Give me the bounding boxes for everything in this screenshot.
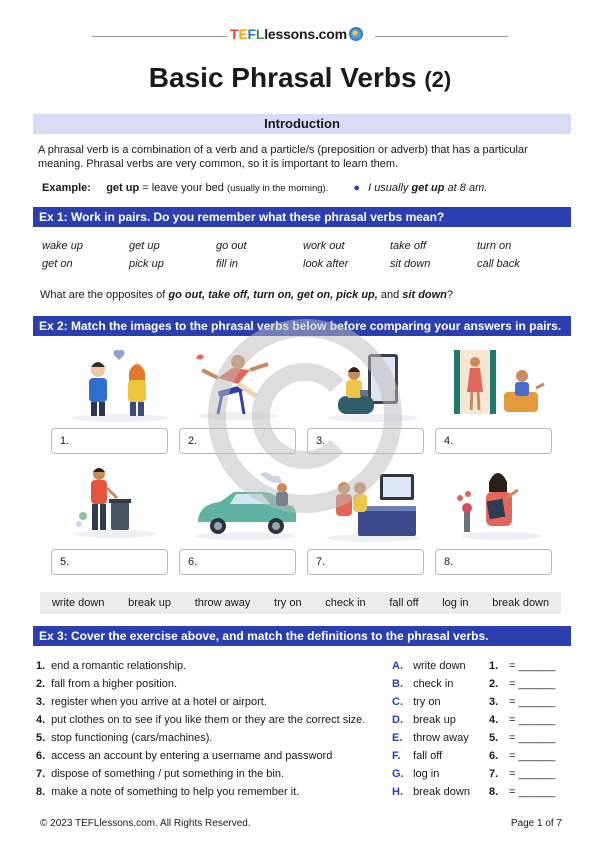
try-on-illustration [446,348,556,420]
phrasal-verb: turn on [477,240,512,252]
log-in-illustration [318,470,428,542]
option-row: G. log in [392,768,440,780]
example-sentence: I usually get up at 8 am. [368,182,488,194]
answer-box-8[interactable]: 8. [435,549,552,575]
example-line: Example: get up = leave your bed (usually in the morning). ● I usually get up at 8 am. [42,182,488,194]
definition-row: 7. dispose of something / put something in the bin. [36,768,285,780]
bullet-icon: ● [353,182,361,194]
logo-divider-left [92,36,227,37]
footer-copyright: © 2023 TEFLlessons.com. All Rights Reserved. [40,818,251,829]
break-down-illustration [190,470,300,542]
option-row: D. break up [392,714,456,726]
answer-blank-row[interactable]: 4. = ______ [489,714,556,726]
word-bank [40,592,561,614]
answer-blank-row[interactable]: 8. = ______ [489,786,556,798]
word-bank-item: try on [274,597,302,609]
intro-heading: Introduction [33,114,571,134]
phrasal-verb: pick up [129,258,164,270]
site-logo: TEFLlessons.com [230,26,363,42]
answer-blanks [489,657,555,801]
phrasal-verb: get up [129,240,160,252]
phrasal-verb: go out [216,240,247,252]
phrasal-verb-grid [42,240,562,270]
ex2-heading: Ex 2: Match the images to the phrasal verbs below before comparing your answers in pairs. [33,316,571,336]
answer-box-6[interactable]: 6. [179,549,296,575]
answer-blank-row[interactable]: 5. = ______ [489,732,556,744]
answer-box-1[interactable]: 1. [51,428,168,454]
phrasal-verb: sit down [390,258,431,270]
phrasal-verb: get on [42,258,73,270]
definition-row: 4. put clothes on to see if you like them or they are the correct size. [36,714,366,726]
intro-text: A phrasal verb is a combination of a verb and a particle/s (preposition or adverb) that has a particular meaning. Phrasal verbs are very common, so it is important to learn them. [38,144,528,170]
answer-blank-row[interactable]: 3. = ______ [489,696,556,708]
answer-blank-row[interactable]: 1. = ______ [489,660,556,672]
logo-row [0,26,600,46]
check-in-illustration [318,350,428,422]
option-row: F. fall off [392,750,443,762]
opposites-question: What are the opposites of go out, take off, turn on, get on, pick up, and sit down? [40,289,454,301]
globe-icon [349,27,363,41]
options-list [392,657,470,801]
definition-row: 2. fall from a higher position. [36,678,178,690]
ex1-heading: Ex 1: Work in pairs. Do you remember what these phrasal verbs mean? [33,207,571,227]
phrasal-verb: take off [390,240,427,252]
ex3-heading: Ex 3: Cover the exercise above, and match the definitions to the phrasal verbs. [33,626,571,646]
answer-box-2[interactable]: 2. [179,428,296,454]
page-title: Basic Phrasal Verbs (2) [148,62,452,93]
write-down-illustration [446,468,556,540]
answer-box-5[interactable]: 5. [51,549,168,575]
phrasal-verb: work out [303,240,345,252]
word-bank-item: write down [51,597,105,609]
logo-divider-right [375,36,508,37]
word-bank-item: check in [325,597,366,609]
footer-page-number: Page 1 of 7 [510,818,562,829]
option-row: E. throw away [392,732,469,744]
option-row: B. check in [392,678,454,690]
definitions-list [36,657,365,801]
phrasal-verb: fill in [216,258,239,270]
phrasal-verb: look after [303,258,349,270]
breakup-illustration [65,350,175,422]
answer-box-3[interactable]: 3. [307,428,424,454]
definition-row: 6. access an account by entering a username and password [36,750,333,762]
example-verb: get up [106,182,140,194]
fall-off-illustration [188,348,298,420]
option-row: A. write down [392,660,466,672]
answer-box-7[interactable]: 7. [307,549,424,575]
word-bank-item: break down [492,597,550,609]
example-label: Example: [42,182,91,194]
answer-blank-row[interactable]: 2. = ______ [489,678,556,690]
answer-box-4[interactable]: 4. [435,428,552,454]
definition-row: 5. stop functioning (cars/machines). [36,732,213,744]
word-bank-item: throw away [194,597,251,609]
definition-row: 1. end a romantic relationship. [36,660,187,672]
option-row: C. try on [392,696,441,708]
definition-row: 3. register when you arrive at a hotel or airport. [36,696,267,708]
phrasal-verb: wake up [42,240,83,252]
option-row: H. break down [392,786,470,798]
phrasal-verb: call back [477,258,520,270]
word-bank-item: break up [128,597,171,609]
answer-blank-row[interactable]: 7. = ______ [489,768,556,780]
answer-blank-row[interactable]: 6. = ______ [489,750,556,762]
word-bank-item: fall off [389,597,419,609]
word-bank-item: log in [442,597,469,609]
throw-away-illustration [65,466,175,538]
definition-row: 8. make a note of something to help you remember it. [36,786,300,798]
